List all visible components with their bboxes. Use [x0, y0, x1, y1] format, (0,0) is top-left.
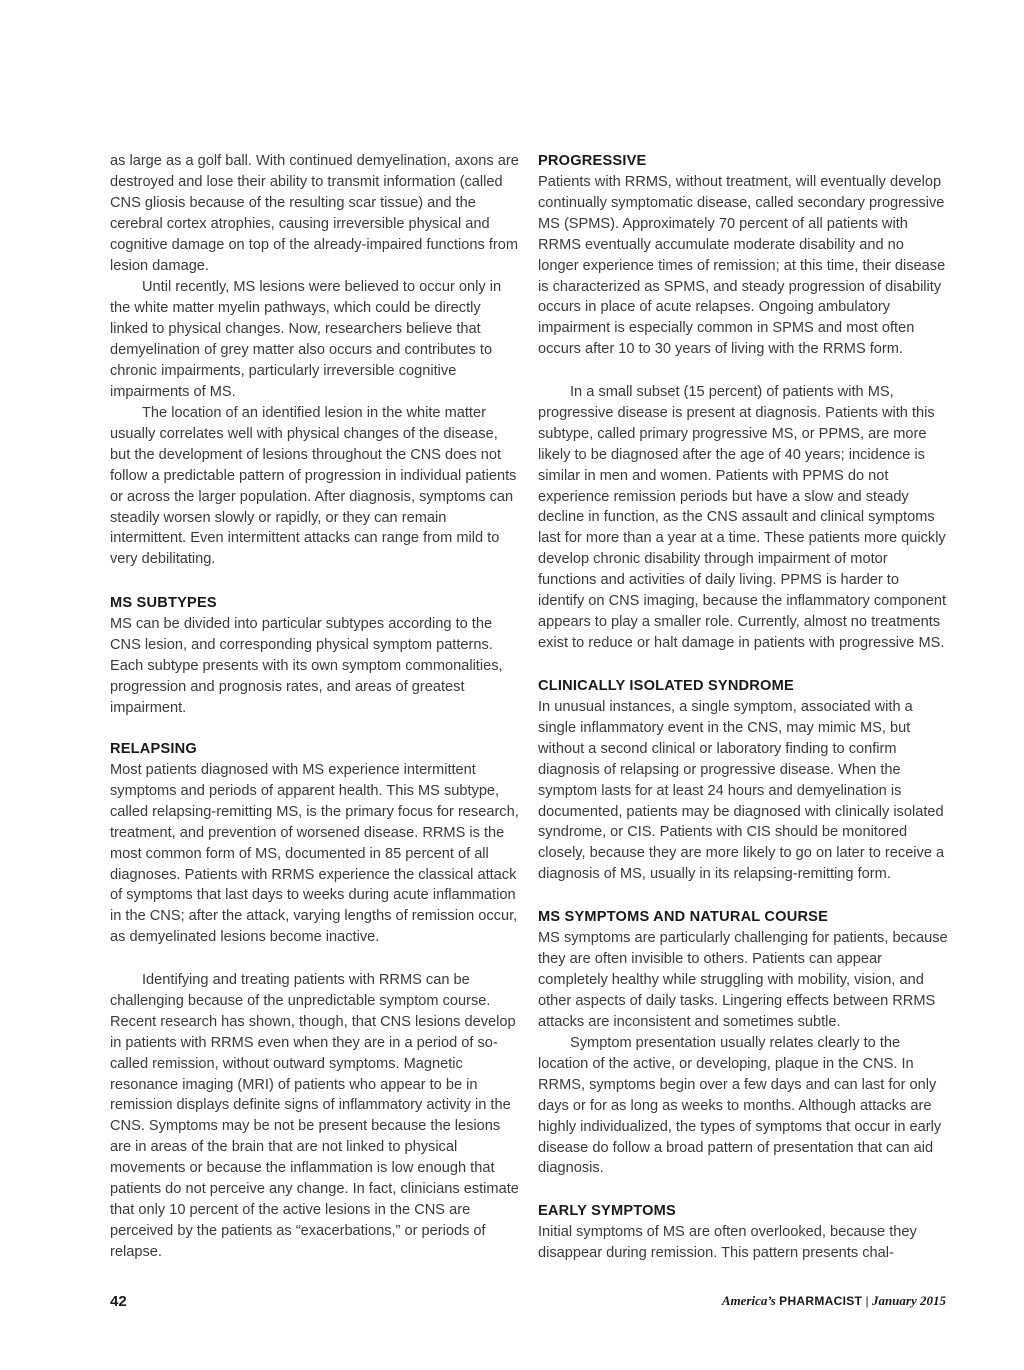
issue-date: January 2015: [871, 1293, 946, 1308]
body-paragraph: MS symptoms are particularly challenging for patients, because they are often invisible to others. Patients can appear completely healthy while struggling with mobility, vision, and other aspects of daily tasks. Lingering effects between RRMS attacks are inconsistent and sometimes subtle.: [538, 930, 948, 1030]
section-heading-ms-subtypes: MS SUBTYPES: [110, 595, 217, 611]
page-number: 42: [110, 1293, 127, 1310]
body-paragraph: Until recently, MS lesions were believed to occur only in the white matter myelin pathways, which could be directly linked to physical changes. Now, researchers believe that demyelination of grey matter also occurs and contributes to chronic impairments, particularly irreversible cognitive impairments of MS.: [110, 279, 502, 400]
body-paragraph: In a small subset (15 percent) of patients with MS, progressive disease is present at diagnosis. Patients with this subtype, called primary progressive MS, or PPMS, are more likely to be diagnosed after the age of 40 years; incidence is similar in men and women. Patients with PPMS do not experience remission periods but have a slow and steady decline in function, as the CNS assault and clinical symptoms last for more than a year at a time. These patients more quickly develop chronic disability through impairment of motor functions and activities of daily living. PPMS is harder to identify on CNS imaging, because the inflammatory component appears to play a smaller role. Currently, almost no treatments exist to reduce or halt damage in patients with progressive MS.: [538, 384, 947, 651]
section-heading-relapsing: RELAPSING: [110, 741, 197, 757]
footer-separator: |: [865, 1294, 869, 1308]
publication-name-italic: America’s: [721, 1293, 776, 1308]
publication-footer: [722, 1293, 946, 1309]
body-paragraph: Symptom presentation usually relates clearly to the location of the active, or developing, plaque in the CNS. In RRMS, symptoms begin over a few days and can last for only days or for as long as weeks to months. Although attacks are highly individualized, the types of symptoms that occur in early disease do follow a broad pattern of presentation that can aid diagnosis.: [538, 1035, 942, 1177]
section-heading-progressive: PROGRESSIVE: [538, 153, 647, 169]
publication-name: PHARMACIST: [779, 1294, 863, 1308]
body-paragraph: Patients with RRMS, without treatment, will eventually develop continually symptomatic disease, called secondary progressive MS (SPMS). Approximately 70 percent of all patients with RRMS eventually accumulate moderate disability and no longer experience times of remission; at this time, their disease is characterized as SPMS, and steady progression of disability occurs in place of acute relapses. Ongoing ambulatory impairment is especially common in SPMS and most often occurs after 10 to 30 years of living with the RRMS form.: [538, 174, 946, 358]
body-paragraph: as large as a golf ball. With continued demyelination, axons are destroyed and lose their ability to transmit information (called CNS gliosis because of the resulting scar tissue) and the cerebral cortex atrophies, causing irreversible physical and cognitive damage on top of the already-impaired functions from lesion damage.: [110, 153, 519, 274]
body-paragraph: In unusual instances, a single symptom, associated with a single inflammatory event in the CNS, may mimic MS, but without a second clinical or laboratory finding to confirm diagnosis of relapsing or progressive disease. When the symptom lasts for at least 24 hours and demyelination is documented, patients may be diagnosed with clinically isolated syndrome, or CIS. Patients with CIS should be monitored closely, because they are more likely to go on later to receive a diagnosis of MS, usually in its relapsing-remitting form.: [538, 699, 945, 883]
body-paragraph: Identifying and treating patients with RRMS can be challenging because of the unpredictable symptom course. Recent research has shown, though, that CNS lesions develop in patients with RRMS even when they are in a period of so-called remission, without outward symptoms. Magnetic resonance imaging (MRI) of patients who appear to be in remission displays definite signs of inflammatory activity in the CNS. Symptoms may be not be present because the lesions are in areas of the brain that are not linked to physical movements or because the inflammation is low enough that patients do not perceive any change. In fact, clinicians estimate that only 10 percent of the active lesions in the CNS are perceived by the patients as “exacerbations,” or periods of relapse.: [110, 972, 519, 1260]
body-paragraph: Most patients diagnosed with MS experience intermittent symptoms and periods of apparent health. This MS subtype, called relapsing-remitting MS, is the primary focus for research, treatment, and prevention of worsened disease. RRMS is the most common form of MS, documented in 85 percent of all diagnoses. Patients with RRMS experience the classical attack of symptoms that last days to weeks during acute inflammation in the CNS; after the attack, varying lengths of remission occur, as demyelinated lesions become inactive.: [110, 762, 519, 946]
body-paragraph: The location of an identified lesion in the white matter usually correlates well with physical changes of the disease, but the development of lesions throughout the CNS does not follow a predictable pattern of progression in individual patients or across the larger population. After diagnosis, symptoms can steadily worsen slowly or rapidly, or they can remain intermittent. Even intermittent attacks can range from mild to very debilitating.: [110, 405, 517, 568]
section-heading-clinically-isolated-syndrome: CLINICALLY ISOLATED SYNDROME: [538, 678, 794, 694]
body-paragraph: Initial symptoms of MS are often overlooked, because they disappear during remission. This pattern presents chal-: [538, 1224, 917, 1261]
body-paragraph: MS can be divided into particular subtypes according to the CNS lesion, and corresponding physical symptom patterns. Each subtype presents with its own symptom commonalities, progression and prognosis rates, and areas of greatest impairment.: [110, 616, 503, 716]
section-heading-early-symptoms: EARLY SYMPTOMS: [538, 1203, 676, 1219]
section-heading-ms-symptoms: MS SYMPTOMS AND NATURAL COURSE: [538, 909, 829, 925]
